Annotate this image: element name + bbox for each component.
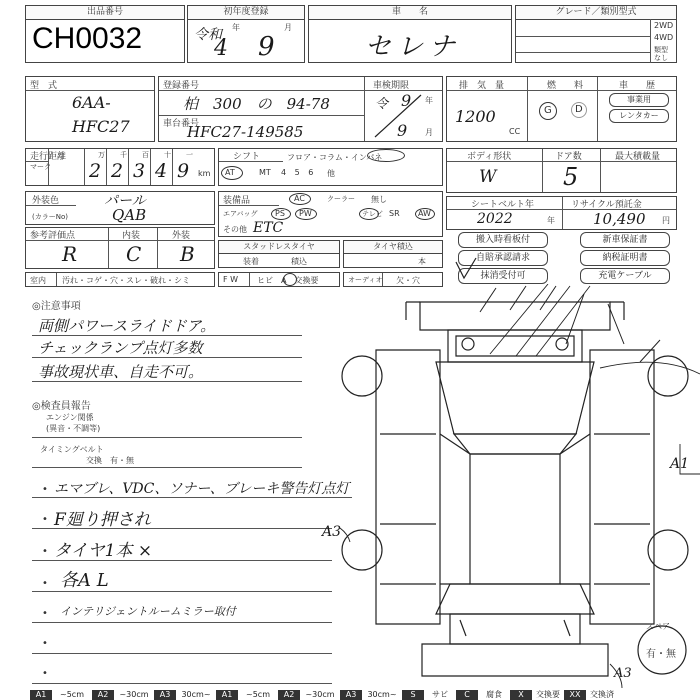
note-line-2: チェックランプ点灯多数	[38, 339, 203, 357]
rear-bumper-shape	[422, 644, 608, 676]
timing-label: タイミングベルト	[40, 445, 104, 454]
audio-options: 欠・穴	[396, 276, 420, 285]
doc-tax-certificate: 納税証明書	[580, 250, 670, 266]
legend-code: X	[510, 690, 532, 700]
shift-instrument-circle	[367, 149, 405, 162]
drive-4wd: 4WD	[654, 33, 674, 42]
legend-code: A2	[92, 690, 114, 700]
odometer-unit: 万	[98, 151, 105, 159]
tire-load-label: タイヤ積込	[344, 241, 442, 254]
hood-shape	[448, 330, 582, 362]
month-value: 9	[258, 32, 275, 62]
legend-desc: ~5cm	[238, 690, 278, 700]
legend-code: C	[456, 690, 478, 700]
report-line-2: F廻り押され	[54, 510, 151, 530]
interior-condition-options: 汚れ・コゲ・穴・スレ・破れ・シミ	[62, 276, 190, 285]
doc-charging-cable: 充電ケーブル	[580, 268, 670, 284]
report-line-4: 各A L	[60, 570, 109, 591]
registration-box	[158, 76, 443, 142]
month-unit: 月	[284, 23, 292, 32]
note-line-1: 両側パワースライドドア。	[38, 317, 216, 335]
doc-signboard: 搬入時看板付	[458, 232, 548, 248]
grade-box	[515, 5, 677, 63]
history-business: 事業用	[609, 93, 669, 107]
shift-label: シフト	[233, 152, 261, 162]
doc-check-mark	[454, 256, 478, 284]
equip-none: 無し	[371, 195, 387, 204]
odometer-digit	[84, 149, 107, 185]
windshield-shape	[436, 362, 594, 434]
inspection-label: 車検期限	[373, 81, 410, 91]
inspector-title: ◎検査員報告	[32, 401, 91, 412]
recycle-unit: 円	[662, 216, 670, 225]
fw-label: F W	[223, 275, 239, 284]
lot-number-value: CH0032	[32, 22, 143, 55]
interior-condition-label: 室内	[30, 276, 46, 285]
year-unit: 年	[232, 23, 240, 32]
fw-a-circle	[283, 273, 297, 286]
equip-sr: SR	[389, 209, 400, 218]
legend-desc: ~5cm	[52, 690, 92, 700]
odometer-digit	[106, 149, 129, 185]
bullet-3: •	[42, 546, 48, 557]
shift-at: AT	[225, 168, 235, 177]
mileage-mark: マーク	[30, 163, 51, 171]
lot-number-box	[25, 5, 185, 63]
equip-tv: テレビ	[362, 210, 383, 218]
mileage-unit: km	[198, 169, 211, 178]
equipment-label: 装備品	[223, 196, 251, 206]
inspection-year-unit: 年	[425, 96, 433, 105]
seatbelt-unit: 年	[547, 216, 555, 225]
recycle-label: リサイクル預託金	[571, 200, 642, 210]
body-label: ボディ形状	[467, 152, 512, 162]
model-label: 型 式	[30, 81, 58, 91]
timing-sub: 交換 有・無	[86, 456, 134, 465]
front-bumper-shape	[420, 302, 610, 330]
legend-code: S	[402, 690, 424, 700]
model-box	[25, 76, 155, 142]
evaluation-value: R	[62, 242, 78, 266]
evaluation-box	[25, 227, 215, 269]
odometer-digit	[128, 149, 151, 185]
equipment-box	[218, 191, 443, 237]
legend-code: A3	[154, 690, 176, 700]
roof-shape	[470, 454, 560, 584]
odometer-value: 2	[89, 160, 102, 182]
equip-cooler: クーラー	[327, 195, 355, 203]
bullet-5: •	[42, 608, 48, 619]
inspection-month: 9	[397, 121, 408, 140]
spec-box	[446, 76, 677, 142]
history-label: 車 歴	[619, 81, 656, 91]
studless-label: スタッドレスタイヤ	[219, 241, 339, 254]
body-box	[446, 148, 677, 193]
history-rental: レンタカー	[609, 109, 669, 123]
legend-code: A1	[30, 690, 52, 700]
documents-area	[446, 232, 677, 284]
chassis-label: 車台番号	[163, 119, 200, 129]
shift-other: 他	[327, 169, 335, 178]
displacement-unit: CC	[509, 127, 521, 136]
damage-legend	[30, 690, 670, 700]
seatbelt-value: 2022	[477, 211, 513, 227]
legend-code: A2	[278, 690, 300, 700]
doc-new-car-warranty: 新車保証書	[580, 232, 670, 248]
legend-code: XX	[564, 690, 586, 700]
legend-desc: サビ	[424, 690, 456, 700]
doc-compulsory-insurance: 自賠承認請求	[458, 250, 548, 266]
studless-opt-1: 装着	[243, 257, 259, 266]
legend-desc: ~30cm	[300, 690, 340, 700]
first-registration-label: 初年度登録	[188, 6, 304, 20]
shift-options: フロア・コラム・インパネ	[287, 153, 383, 162]
lot-number-label: 出品番号	[26, 6, 184, 20]
diagram-mark-a3-bottom: A3	[614, 666, 632, 681]
evaluation-label: 参考評価点	[30, 231, 76, 241]
type-none: 類型 なし	[654, 46, 668, 62]
registration-label: 登録番号	[163, 81, 200, 91]
equip-pw: PW	[299, 209, 312, 218]
diagram-mark-a1: A1	[670, 456, 690, 472]
model-value-1: 6AA-	[72, 93, 111, 112]
body-value: W	[479, 167, 497, 187]
notes-title: ◎注意事項	[32, 301, 81, 312]
recycle-value: 10,490	[593, 210, 646, 228]
era-value: 令和	[194, 27, 222, 43]
odometer-unit: 一	[186, 151, 193, 159]
rear-window-shape	[450, 614, 580, 644]
exterior-grade-value: B	[180, 242, 195, 266]
first-registration-box	[187, 5, 305, 63]
inspection-year: 9	[401, 91, 412, 110]
tire-load-box	[343, 240, 443, 268]
exterior-color-label: 外装色	[32, 196, 60, 206]
drive-2wd: 2WD	[654, 21, 674, 30]
mileage-box	[25, 148, 215, 186]
equip-other-value: ETC	[253, 220, 284, 236]
studless-opt-2: 積込	[291, 257, 307, 266]
odometer-unit: 百	[142, 151, 149, 159]
exterior-color-value: パール	[104, 193, 146, 209]
car-name-value: セレナ	[365, 32, 462, 62]
headlight-left	[462, 338, 474, 350]
exterior-color-sub: (カラーNo)	[32, 213, 68, 221]
engine-label: エンジン関係	[46, 413, 94, 422]
seatbelt-recycle-box	[446, 196, 677, 230]
report-line-1: エマブレ、VDC、ソナー、ブレーキ警告灯点灯	[54, 481, 350, 497]
year-value: 4	[214, 36, 228, 61]
odometer-value: 2	[111, 160, 124, 182]
odometer-value: 3	[133, 160, 146, 182]
interior-condition-box	[25, 272, 215, 287]
doc-deregistration: 抹消受付可	[458, 268, 548, 284]
equip-ac: AC	[294, 194, 305, 203]
chassis-value: HFC27-149585	[187, 123, 304, 141]
bullet-1: •	[42, 484, 48, 495]
registration-value: 柏 300 の 94-78	[183, 95, 330, 113]
bullet-7: •	[42, 668, 48, 679]
audio-label: オーディオ	[348, 276, 383, 284]
interior-grade-label: 内装	[122, 231, 141, 241]
odometer-value: 9	[177, 160, 190, 182]
legend-desc: 交換済	[586, 690, 618, 700]
legend-code: A1	[216, 690, 238, 700]
legend-desc: 30cm~	[176, 690, 216, 700]
displacement-value: 1200	[455, 107, 496, 126]
equip-ps: PS	[275, 209, 285, 218]
odometer-unit: 千	[120, 151, 127, 159]
max-load-label: 最大積載量	[615, 152, 661, 162]
legend-desc: 交換要	[532, 690, 564, 700]
right-side-shape	[590, 350, 654, 624]
odometer-digit	[150, 149, 173, 185]
mileage-label: 走行距離	[30, 152, 67, 162]
legend-desc: 腐食	[478, 690, 510, 700]
exterior-color-box	[25, 191, 215, 225]
fuel-g: G	[544, 105, 552, 116]
left-side-shape	[376, 350, 440, 624]
shift-box	[218, 148, 443, 186]
report-line-5: インテリジェントルームミラー取付	[60, 605, 236, 618]
car-name-label: 車 名	[309, 6, 511, 20]
odometer-value: 4	[155, 160, 168, 182]
fw-options: ヒビ A 交換要	[257, 276, 319, 285]
equip-other-label: その他	[223, 225, 247, 234]
inspection-slash-mark	[369, 93, 429, 139]
shift-gears: 4 5 6	[281, 168, 317, 177]
inspection-era: 令	[375, 97, 389, 112]
bullet-2: •	[42, 514, 48, 525]
front-damage-marks	[480, 286, 556, 312]
fuel-label: 燃 料	[547, 81, 584, 91]
tire-load-unit: 本	[418, 257, 426, 266]
bullet-6: •	[42, 638, 48, 649]
report-line-3: タイヤ1本 ×	[54, 541, 153, 561]
car-name-box	[308, 5, 512, 63]
diagram-mark-a3-left: A3	[322, 524, 342, 540]
equip-aw: AW	[418, 209, 431, 218]
fuel-d: D	[575, 104, 583, 115]
exterior-color-code: QAB	[112, 206, 147, 224]
fw-box	[218, 272, 340, 287]
spare-label: スペア	[646, 622, 670, 631]
engine-sub: (異音・不調等)	[46, 424, 101, 433]
note-line-3: 事故現状車、自走不可。	[38, 363, 204, 381]
doors-label: ドア数	[555, 152, 582, 162]
spare-options: 有・無	[646, 649, 676, 660]
exterior-grade-label: 外装	[172, 231, 191, 241]
displacement-label: 排 気 量	[459, 81, 505, 91]
interior-grade-value: C	[126, 242, 142, 266]
grade-label: グレード／類別型式	[516, 6, 676, 20]
equip-airbag: エアバッグ	[223, 210, 258, 218]
bullet-4: •	[42, 578, 48, 589]
legend-code: A3	[340, 690, 362, 700]
legend-desc: 30cm~	[362, 690, 402, 700]
inspection-month-unit: 月	[425, 128, 433, 137]
car-body-diagram	[340, 284, 700, 700]
model-value-2: HFC27	[72, 117, 130, 136]
doors-value: 5	[563, 163, 579, 191]
odometer-unit: 十	[164, 151, 171, 159]
legend-desc: ~30cm	[114, 690, 154, 700]
studless-box	[218, 240, 340, 268]
shift-mt: MT	[259, 168, 271, 177]
odometer-digit	[172, 149, 195, 185]
seatbelt-label: シートベルト年	[471, 200, 535, 210]
